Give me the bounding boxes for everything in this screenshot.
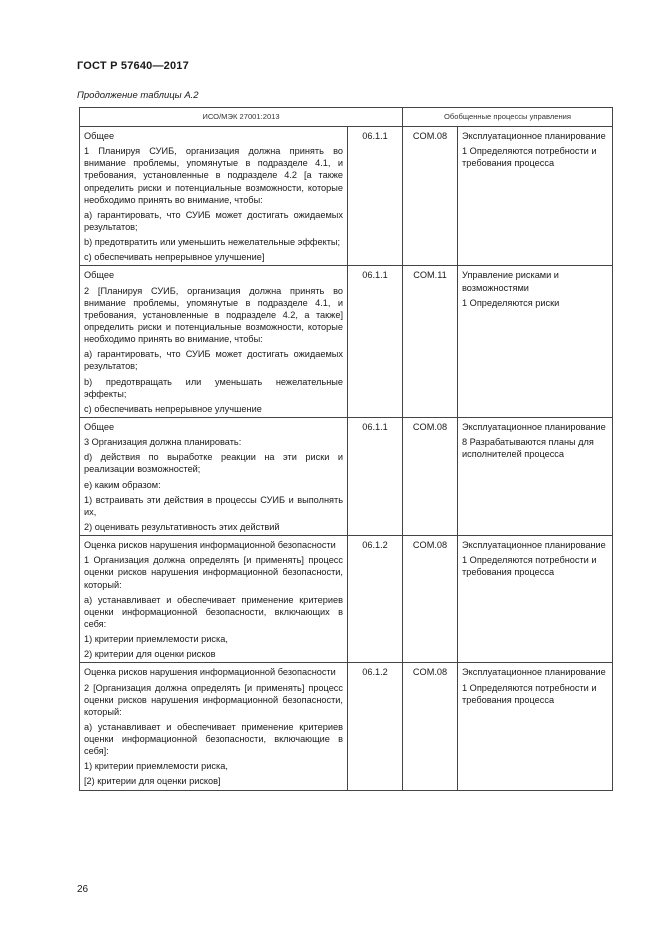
requirement-paragraph: [2) критерии для оценки рисков] — [84, 776, 221, 787]
process-name: Эксплуатационное планирование — [462, 667, 606, 678]
requirement-heading: Оценка рисков нарушения информационной безопасности — [84, 667, 336, 678]
requirement-heading: Общее — [84, 421, 115, 432]
process-name: Эксплуатационное планирование — [462, 421, 606, 432]
document-code: ГОСТ Р 57640—2017 — [77, 60, 189, 72]
requirement-paragraph: 1 Организация должна определять [и применять] процесс оценки рисков нарушения информационной безопасности, который: — [84, 555, 343, 590]
requirement-heading: Общее — [84, 131, 115, 142]
table-row — [80, 266, 613, 418]
requirement-heading: Общее — [84, 270, 115, 281]
mapping-table — [79, 107, 613, 791]
process-description-cell — [458, 536, 613, 663]
table-header-row — [80, 108, 613, 127]
clause-number: 06.1.1 — [348, 266, 403, 418]
requirement-paragraph: a) гарантировать, что СУИБ может достигать ожидаемых результатов; — [84, 209, 343, 232]
clause-number: 06.1.1 — [348, 127, 403, 266]
process-code: COM.11 — [403, 266, 458, 418]
process-outcome: 1 Определяются потребности и требования процесса — [462, 682, 597, 705]
process-outcome: 1 Определяются риски — [462, 297, 560, 308]
requirement-paragraph: b) предотвращать или уменьшать нежелательные эффекты; — [84, 376, 343, 399]
process-code: COM.08 — [403, 663, 458, 790]
process-description-cell — [458, 417, 613, 535]
requirement-paragraph: c) обеспечивать непрерывное улучшение] — [84, 252, 265, 263]
requirement-paragraph: 1 Планируя СУИБ, организация должна принять во внимание проблемы, упомянутые в подразделе 4.1, и требования, установленные в подразделе 4.2 [а также определить риски и потенциальные возможности, которые необходимо принять во внимание, чтобы: — [84, 146, 343, 205]
column-header-processes: Обобщенные процессы управления — [403, 108, 613, 127]
table-row — [80, 663, 613, 790]
process-name: Эксплуатационное планирование — [462, 131, 606, 142]
process-name: Управление рисками и возможностями — [462, 270, 559, 293]
requirement-paragraph: a) устанавливает и обеспечивает применение критериев оценки информационной безопасности, включающие в себя]: — [84, 721, 343, 757]
process-code: COM.08 — [403, 127, 458, 266]
requirement-paragraph: 2 [Организация должна определять [и применять] процесс оценки рисков нарушения информационной безопасности, который: — [84, 682, 343, 717]
requirement-text-cell — [80, 127, 348, 266]
process-code: COM.08 — [403, 417, 458, 535]
requirement-text-cell — [80, 417, 348, 535]
requirement-paragraph: c) обеспечивать непрерывное улучшение — [84, 403, 262, 414]
requirement-paragraph: 2) критерии для оценки рисков — [84, 649, 216, 660]
process-description-cell — [458, 663, 613, 790]
process-description-cell — [458, 127, 613, 266]
requirement-paragraph: 2) оценивать результативность этих действий — [84, 521, 280, 532]
requirement-paragraph: 3 Организация должна планировать: — [84, 437, 242, 448]
process-code: COM.08 — [403, 536, 458, 663]
table-row — [80, 536, 613, 663]
requirement-paragraph: b) предотвратить или уменьшить нежелательные эффекты; — [84, 237, 341, 248]
requirement-text-cell — [80, 266, 348, 418]
process-name: Эксплуатационное планирование — [462, 540, 606, 551]
requirement-text-cell — [80, 536, 348, 663]
clause-number: 06.1.2 — [348, 663, 403, 790]
requirement-paragraph: e) каким образом: — [84, 479, 161, 490]
requirement-paragraph: a) гарантировать, что СУИБ может достигать ожидаемых результатов; — [84, 349, 343, 372]
requirement-paragraph: 1) встраивать эти действия в процессы СУИБ и выполнять их, — [84, 494, 343, 517]
requirement-paragraph: d) действия по выработке реакции на эти риски и реализации возможностей; — [84, 452, 343, 475]
process-outcome: 1 Определяются потребности и требования процесса — [462, 146, 597, 169]
requirement-paragraph: 1) критерии приемлемости риска, — [84, 634, 228, 645]
table-row — [80, 417, 613, 535]
requirement-paragraph: a) устанавливает и обеспечивает применение критериев оценки информационной безопасности, включающих в себя: — [84, 594, 343, 629]
requirement-text-cell — [80, 663, 348, 790]
process-outcome: 1 Определяются потребности и требования процесса — [462, 555, 597, 578]
requirement-paragraph: 1) критерии приемлемости риска, — [84, 761, 228, 772]
requirement-paragraph: 2 [Планируя СУИБ, организация должна принять во внимание проблемы, упомянутые в подразделе 4.1, и требования, установленные в подразделе 4.2, а также] определить риски и потенциальные возможности, которые необходимо принять во внимание, чтобы: — [84, 285, 343, 345]
column-header-iso: ИСО/МЭК 27001:2013 — [80, 108, 403, 127]
table-continuation-caption: Продолжение таблицы А.2 — [77, 90, 199, 101]
requirement-heading: Оценка рисков нарушения информационной безопасности — [84, 540, 336, 551]
clause-number: 06.1.1 — [348, 417, 403, 535]
clause-number: 06.1.2 — [348, 536, 403, 663]
process-outcome: 8 Разрабатываются планы для исполнителей процесса — [462, 437, 594, 460]
table-row — [80, 127, 613, 266]
page-number: 26 — [77, 884, 89, 895]
process-description-cell — [458, 266, 613, 418]
